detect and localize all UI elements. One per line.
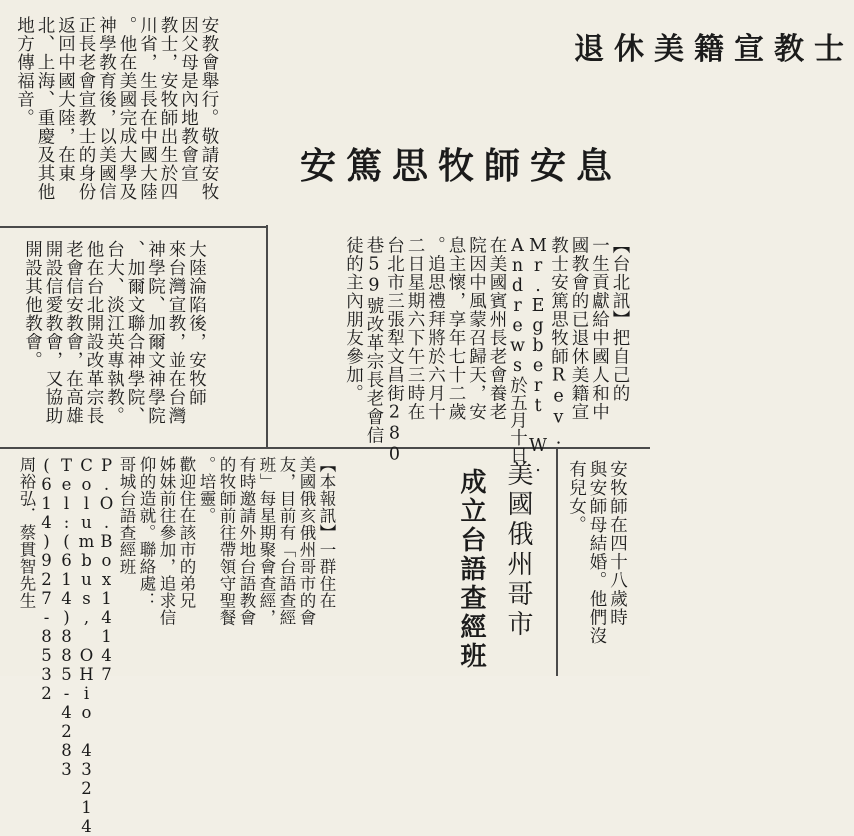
bible-line: 有時邀請外地台語教會 (237, 456, 256, 626)
main-line: 。他在美國完成大學及 (117, 16, 137, 201)
main-line: 安教會舉行。敬請安牧 (199, 16, 219, 201)
bible-line: 姊妹前往參加，追求信 (157, 456, 176, 626)
main-line: 老會信安教會，在高雄 (63, 240, 84, 425)
bible-line: 歡迎住在該市的弟兄 (177, 456, 196, 609)
main-line: 地方傳福音。 (14, 16, 35, 127)
main-line: 他在台北開設改革宗長 (84, 240, 104, 425)
bible-line: Columbus, OHio 43214 (77, 456, 96, 836)
main-line: Mr.Egbert W. (528, 236, 548, 476)
bible-line: 的牧師前往帶領守聖餐 (217, 456, 236, 626)
divider-col-c-top (0, 226, 266, 228)
main-line: 台大、淡江英專執教。 (104, 240, 125, 425)
main-line: 川省，生長在中國大陸 (137, 16, 158, 201)
bible-line: 。培靈。 (197, 456, 216, 524)
main-line: 一生貢獻給中國人和中 (589, 236, 610, 421)
bible-line: 【本報訊】一群住在 (317, 456, 336, 609)
main-line: 與安師母結婚。他們沒 (587, 460, 607, 645)
bible-headline-primary: 美國俄州哥市 (503, 460, 533, 640)
main-line: 有兒女。 (566, 460, 587, 534)
main-line: 國教會的已退休美籍宣 (569, 236, 589, 421)
bible-line: Tel:(614)885-4283 (57, 456, 76, 779)
bible-line: 班」每星期聚會查經， (257, 456, 276, 626)
headline-secondary: 安篤思牧師安息 (300, 145, 623, 187)
bible-line: 友，目前有「台語查經 (277, 456, 296, 626)
bible-line: (614)927-8532 (37, 456, 56, 703)
main-col-d (566, 460, 628, 666)
main-line: 院因中風蒙召歸天，安 (466, 236, 487, 421)
headline-primary: 退休美籍宣教士 (574, 32, 854, 67)
main-line: 、加爾文聯合神學院、 (125, 240, 145, 425)
main-line: 北、上海、重慶及其他 (35, 16, 55, 201)
main-line: 正長老會宣教士的身份 (76, 16, 96, 201)
bible-headline-secondary: 成立台語查經班 (456, 468, 486, 671)
main-line: 開設信愛教會，又協助 (43, 240, 63, 425)
main-col-c (14, 16, 219, 222)
bible-line: 美國俄亥俄州哥市的會 (297, 456, 316, 626)
main-line: 台北市三張犁文昌街280 (384, 236, 405, 466)
main-line: 【台北訊】把自己的 (610, 236, 630, 403)
main-line: 在美國賓州長老會養老 (487, 236, 507, 421)
main-line: 教士，安牧師出生於四 (158, 16, 178, 201)
bible-line: 仰的造就。聯絡處： (137, 456, 156, 609)
main-line: 教士安篤思牧師Rev. (548, 236, 569, 450)
main-line: 息主懷，享年七十二歲 (446, 236, 466, 421)
main-line: 二日星期六下午三時在 (405, 236, 425, 421)
main-line: 返回中國大陸，在東 (55, 16, 76, 183)
main-line: 大陸淪陷後，安牧師 (186, 240, 207, 407)
main-line: 神學院、加爾文神學院 (145, 240, 166, 425)
bible-line: 哥城台語查經班 (117, 456, 136, 575)
bible-line: P.O.Box14147 (97, 456, 116, 684)
main-line: 安牧師在四十八歲時 (607, 460, 628, 627)
main-line: 開設其他教會。 (22, 240, 43, 370)
main-line: 巷59號改革宗長老會信 (364, 236, 384, 445)
divider-col-c (266, 225, 268, 447)
divider-upper-vertical (556, 448, 558, 676)
main-line: 。追思禮拜將於六月十 (425, 236, 446, 421)
bible-body (16, 456, 336, 836)
main-line: Andrews於五月十日 (507, 236, 528, 464)
main-col-b (22, 240, 207, 438)
main-line: 神學教育後，以美國信 (96, 16, 117, 201)
main-line: 來台灣宣教，並在台灣 (166, 240, 186, 425)
main-col-a (343, 236, 630, 476)
main-line: 徒的主內朋友參加。 (343, 236, 364, 403)
main-line: 因父母是內地教會宣 (178, 16, 199, 183)
bible-line: 周裕弘．蔡貫智先生 (17, 456, 36, 609)
